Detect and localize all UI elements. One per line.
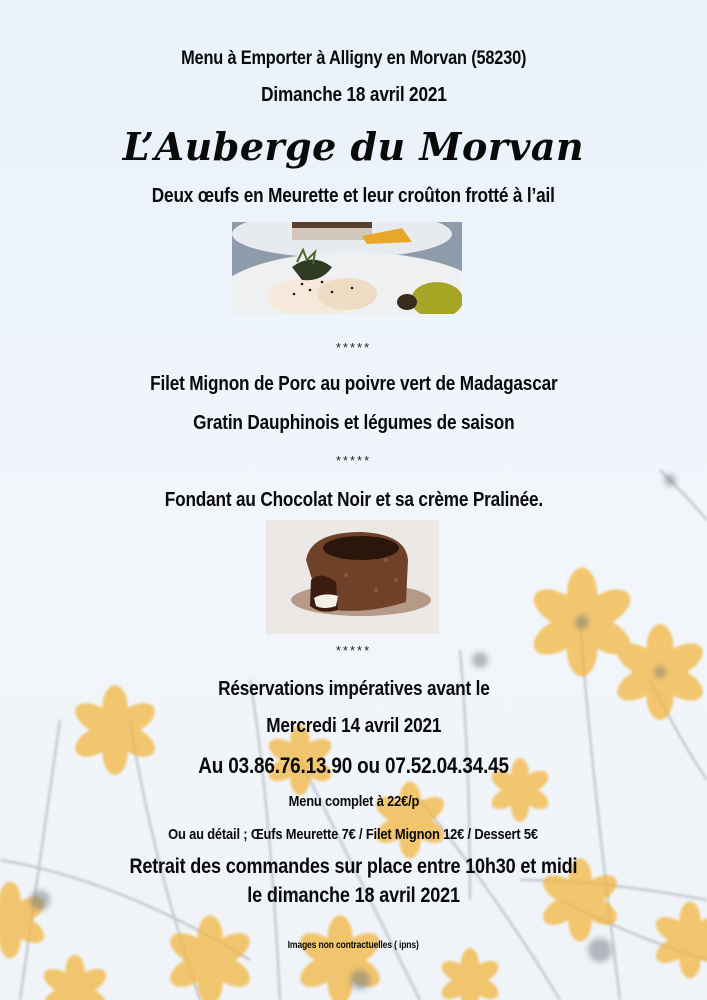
- header-date: Dimanche 18 avril 2021: [260, 84, 447, 106]
- reservation-notice: Réservations impératives avant le: [217, 678, 490, 700]
- starter-photo: [232, 222, 462, 314]
- reservation-phones: Au 03.86.76.13.90 ou 07.52.04.34.45: [198, 753, 509, 778]
- reservation-deadline: Mercredi 14 avril 2021: [265, 715, 442, 737]
- restaurant-name: L’Auberge du Morvan: [122, 124, 585, 169]
- main-dish-line2: Gratin Dauphinois et légumes de saison: [192, 412, 515, 434]
- pickup-info: Retrait des commandes sur place entre 10h30 et midi: [129, 855, 578, 878]
- starter-dish: Deux œufs en Meurette et leur croûton frotté à l’ail: [152, 185, 555, 207]
- course-separator: *****: [335, 643, 372, 658]
- price-full-menu: Menu complet à 22€/p: [288, 793, 419, 810]
- dessert-photo: [266, 520, 439, 634]
- price-detail: Ou au détail ; Œufs Meurette 7€ / Filet Mignon 12€ / Dessert 5€: [168, 826, 539, 843]
- course-separator: *****: [335, 340, 372, 355]
- course-separator: *****: [335, 453, 372, 468]
- disclaimer: Images non contractuelles ( ipns): [287, 940, 419, 951]
- pickup-date: le dimanche 18 avril 2021: [247, 884, 460, 907]
- main-dish-line1: Filet Mignon de Porc au poivre vert de Madagascar: [149, 373, 558, 395]
- dessert-dish: Fondant au Chocolat Noir et sa crème Pralinée.: [164, 489, 543, 511]
- header-location: Menu à Emporter à Alligny en Morvan (58230): [180, 48, 527, 69]
